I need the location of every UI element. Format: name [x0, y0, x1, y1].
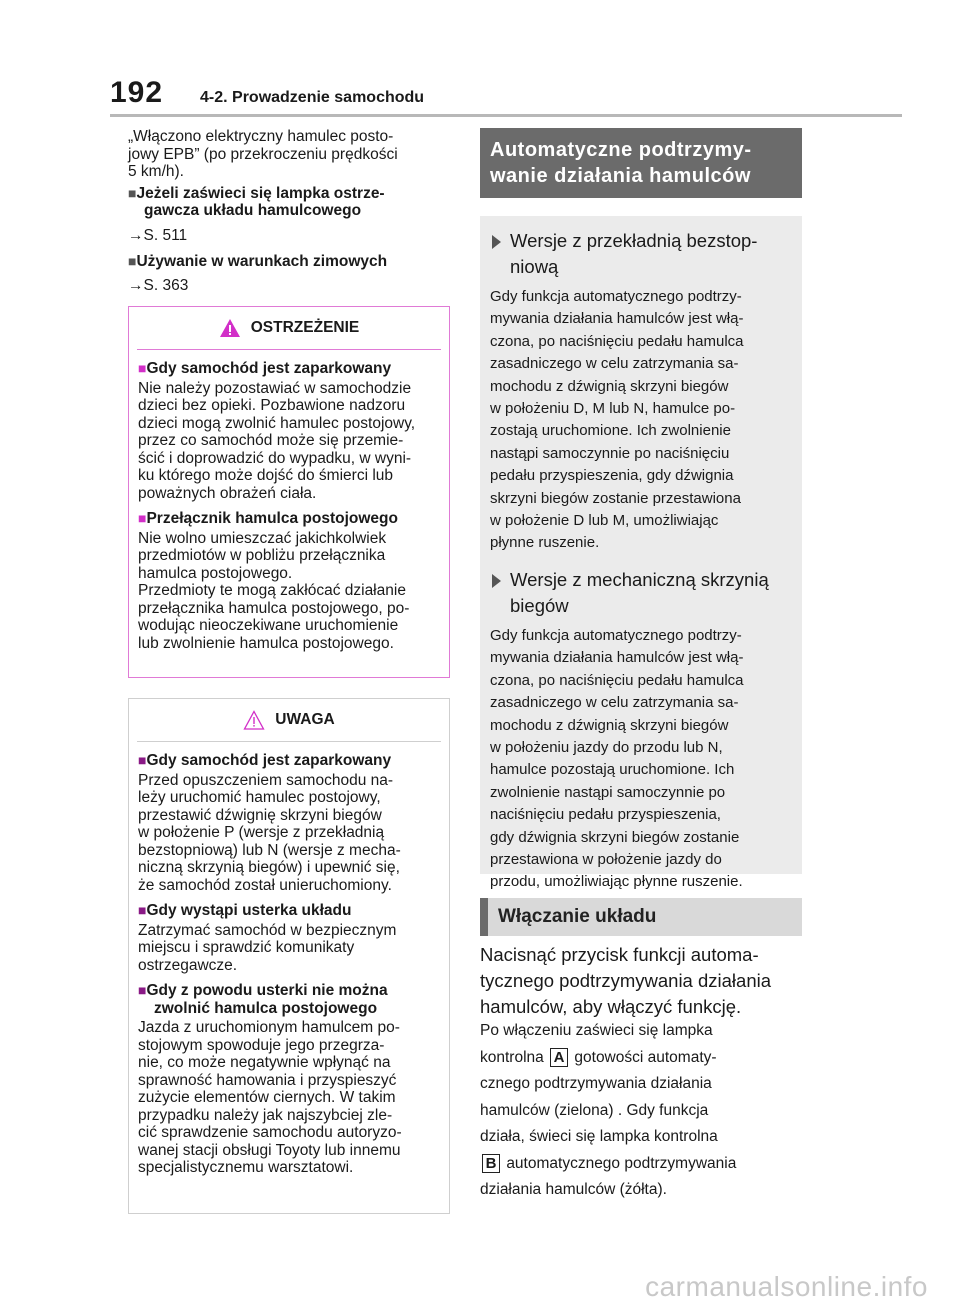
caution-box — [128, 698, 450, 1214]
caution-heading-2: ■Gdy wystąpi usterka układu — [138, 902, 352, 919]
section-title: 4-2. Prowadzenie samochodu — [200, 89, 425, 106]
section-heading-enable — [480, 898, 802, 936]
section-heading-auto-hold: Automatyczne podtrzymy- wanie działania hamulców — [480, 128, 802, 198]
item1-reference[interactable]: →S. 511 — [128, 226, 188, 244]
warning-text-2: Nie wolno umieszczać jakichkolwiek przedmiotów w pobliżu przełącznika hamulca postojowego. Przedmioty te mogą zakłócać działanie przełącznika hamulca postojowego, po- wodując nieoczekiwane uruchomienie lub zwolnienie hamulca postojowego. — [138, 529, 410, 652]
warning-heading-1: ■Gdy samochód jest zaparkowany — [138, 360, 392, 377]
triangle-bullet-icon — [492, 574, 501, 588]
caution-text-2: Zatrzymać samochód w bezpiecznym miejscu i sprawdzić komunikaty ostrzegawcze. — [138, 921, 397, 974]
square-bullet-icon: ■ — [138, 752, 147, 768]
caution-triangle-icon — [243, 710, 265, 730]
left-column — [128, 128, 450, 303]
caution-heading-3: ■Gdy z powodu usterki nie można zwolnić hamulca postojowego — [138, 982, 388, 1017]
enable-heading-label: Włączanie układu — [498, 906, 657, 927]
caution-text-1: Przed opuszczeniem samochodu na- leży uruchomić hamulec postojowy, przestawić dźwignię skrzyni biegów w położenie P (wersje z przekładnią bezstopniową) lub N (wersje z mecha- niczną skrzynią biegów) i upewnić się, że samochód został unieruchomiony. — [138, 771, 401, 894]
warning-triangle-icon — [219, 318, 241, 338]
indicator-description: Po włączeniu zaświeci się lampka kontrolna A gotowości automaty- cznego podtrzymywania działania hamulców (zielona) . Gdy funkcja działa, świeci się lampka kontrolna B automatycznego podtrzymywania działania hamulców (żółta). — [480, 1022, 737, 1198]
page-number: 192 — [110, 76, 164, 109]
triangle-bullet-icon — [492, 235, 501, 249]
warning-heading-2: ■Przełącznik hamulca postojowego — [138, 510, 398, 527]
square-bullet-icon: ■ — [128, 252, 137, 269]
version-text-manual: Gdy funkcja automatycznego podtrzy- mywania działania hamulców jest włą- czona, po naciśnięciu pedału hamulca zasadniczego w celu zatrzymania sa- mochodu z dźwignią skrzyni biegów w położeniu jazdy do przodu lub N, hamulce pozostają uruchomione. Ich zwolnienie nastąpi samoczynnie po naciśnięciu pedału przyspieszenia, gdy dźwignia skrzyni biegów zostanie przestawiona w położenie jazdy do przodu, umożliwiając płynne ruszenie. — [490, 626, 744, 891]
watermark: carmanualsonline.info — [645, 1271, 928, 1302]
item2-reference[interactable]: →S. 363 — [128, 277, 189, 294]
warning-title: OSTRZEŻENIE — [250, 319, 360, 336]
caution-heading-1: ■Gdy samochód jest zaparkowany — [138, 752, 392, 769]
version-text-cvt: Gdy funkcja automatycznego podtrzy- mywania działania hamulców jest włą- czona, po naciśnięciu pedału hamulca zasadniczego w celu zatrzymania sa- mochodu z dźwignią skrzyni biegów w położeniu D, M lub N, hamulce po- zostają uruchomione. Ich zwolnienie nastąpi samoczynnie po naciśnięciu pedału przyspieszenia, gdy dźwignia skrzyni biegów zostanie przestawiona w położenie D lub M, umożliwiając płynne ruszenie. — [490, 288, 744, 552]
square-bullet-icon: ■ — [138, 510, 147, 526]
square-bullet-icon: ■ — [138, 360, 147, 376]
instruction-text: Nacisnąć przycisk funkcji automa- tycznego podtrzymywania działania hamulców, aby włączyć funkcję. — [480, 944, 772, 1017]
caution-title: UWAGA — [275, 711, 335, 728]
version-heading-manual: Wersje z mechaniczną skrzynią biegów — [490, 567, 792, 619]
warning-box — [128, 306, 450, 678]
square-bullet-icon: ■ — [138, 982, 147, 998]
page-header — [110, 76, 424, 110]
indicator-a-label: A — [550, 1048, 568, 1067]
warning-header — [137, 307, 441, 350]
indicator-b-label: B — [482, 1154, 500, 1173]
versions-panel — [480, 216, 802, 891]
square-bullet-icon: ■ — [138, 902, 147, 918]
intro-text: „Włączono elektryczny hamulec posto- jowy EPB” (po przekroczeniu prędkości 5 km/h). — [128, 128, 398, 180]
caution-text-3: Jazda z uruchomionym hamulcem po- stojowym spowoduje jego przegrza- nie, co może negatywnie wpłynąć na sprawność hamowania i przyspieszyć zużycie elementów ciernych. W takim przypadku należy jak najszybciej zle- cić sprawdzenie samochodu autoryzo- wanej stacji obsługi Toyoty lub innemu specjalistycznemu warsztatowi. — [138, 1019, 402, 1176]
header-rule — [110, 114, 902, 117]
warning-text-1: Nie należy pozostawiać w samochodzie dzieci bez opieki. Pozbawione nadzoru dzieci mogą zwolnić hamulec postojowy, przez co samochód może się przemie- ścić i doprowadzić do wypadku, w wyni- ku którego może dojść do śmierci lub poważnych obrażeń ciała. — [138, 379, 416, 502]
square-bullet-icon: ■ — [128, 184, 137, 201]
item2-heading: ■Używanie w warunkach zimowych — [128, 252, 388, 270]
item1-heading: ■Jeżeli zaświeci się lampka ostrze- gawcza układu hamulcowego — [128, 184, 385, 219]
heading-accent-bar — [480, 898, 488, 936]
caution-header — [137, 699, 441, 742]
version-heading-cvt: Wersje z przekładnią bezstop- niową — [490, 228, 792, 280]
